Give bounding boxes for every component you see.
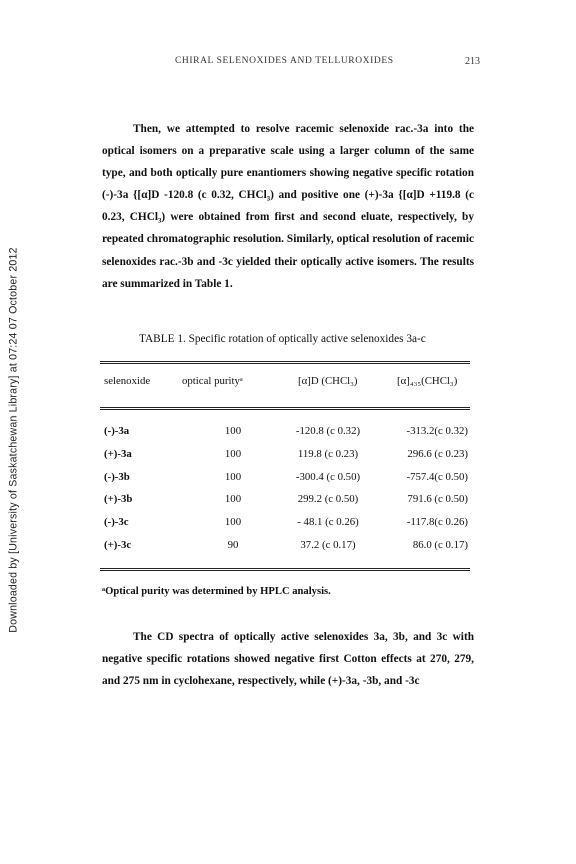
cell-alpha-d: - 48.1 (c 0.26) xyxy=(297,516,359,529)
cell-alpha-435: -757.4(c 0.50) xyxy=(406,470,468,483)
table-footnote: ᵃOptical purity was determined by HPLC analysis. xyxy=(102,586,331,597)
cell-alpha-435: -313.2(c 0.32) xyxy=(406,425,468,437)
cell-optical-purity: 100 xyxy=(224,425,242,437)
header-alpha-d: [α]D (CHCl₃) xyxy=(298,375,358,387)
table-row xyxy=(100,516,470,539)
cell-optical-purity: 100 xyxy=(224,447,242,460)
body-paragraph-2: The CD spectra of optically active selenoxides 3a, 3b, and 3c with negative specific rotations showed negative first Cotton effects at 270, 279, and 275 nm in cyclohexane, respectively, while (+)-3a, -3b, and -3c xyxy=(102,631,474,688)
cell-alpha-435: 86.0 (c 0.17) xyxy=(412,538,468,551)
cell-alpha-d: 299.2 (c 0.50) xyxy=(297,493,359,506)
table-row xyxy=(100,539,470,562)
table-row xyxy=(100,493,470,516)
table-header-rule-double xyxy=(100,409,470,410)
cell-alpha-435: 791.6 (c 0.50) xyxy=(407,493,468,506)
header-selenoxide: selenoxide xyxy=(104,375,151,387)
cell-optical-purity: 100 xyxy=(224,493,242,506)
download-watermark xyxy=(2,205,26,675)
header-alpha-435: [α]₄₃₅(CHCl₃) xyxy=(397,375,458,387)
cell-selenoxide: (+)-3b xyxy=(104,493,133,506)
table-bottom-rule-double xyxy=(100,570,470,571)
page-number: 213 xyxy=(465,56,480,67)
cell-optical-purity: 90 xyxy=(227,538,239,551)
cell-alpha-d: 37.2 (c 0.17) xyxy=(300,538,356,551)
cell-optical-purity: 100 xyxy=(224,516,242,529)
table-row xyxy=(100,471,470,494)
cell-alpha-435: 296.6 (c 0.23) xyxy=(407,447,468,460)
cell-selenoxide: (-)-3c xyxy=(104,516,129,529)
cell-selenoxide: (-)-3b xyxy=(104,470,130,483)
cell-alpha-435: -117.8(c 0.26) xyxy=(406,516,468,529)
table-header-row xyxy=(100,375,470,393)
cell-alpha-d: -300.4 (c 0.50) xyxy=(295,470,361,483)
table-row xyxy=(100,448,470,471)
table-top-rule-double xyxy=(100,363,470,364)
cell-alpha-d: -120.8 (c 0.32) xyxy=(295,425,361,437)
header-optical-purity: optical purityᵃ xyxy=(182,375,243,387)
cell-selenoxide: (-)-3a xyxy=(104,425,130,437)
running-head: CHIRAL SELENOXIDES AND TELLUROXIDES xyxy=(175,56,394,66)
download-watermark-text: Downloaded by [University of Saskatchewan Library] at 07:24 07 October 2012 xyxy=(8,247,20,633)
table-body xyxy=(100,425,470,562)
cell-alpha-d: 119.8 (c 0.23) xyxy=(297,447,359,460)
table-row xyxy=(100,425,470,448)
cell-optical-purity: 100 xyxy=(224,470,242,483)
table-caption: TABLE 1. Specific rotation of optically active selenoxides 3a-c xyxy=(139,333,426,345)
body-paragraph-1: Then, we attempted to resolve racemic selenoxide rac.-3a into the optical isomers on a preparative scale using a larger column of the same type, and both optically pure enantiomers showing negative specific rotation (-)-3a {[α]D -120.8 (c 0.32, CHCl₃) and positive one (+)-3a {[α]D +119.8 (c 0.23, CHCl₃) were obtained from first and second eluate, respectively, by repeated chromatographic resolution. Similarly, optical resolution of racemic selenoxides rac.-3b and -3c yielded their optically active isomers. The results are summarized in Table 1. xyxy=(102,123,474,290)
cell-selenoxide: (+)-3c xyxy=(104,538,132,551)
cell-selenoxide: (+)-3a xyxy=(104,447,132,460)
